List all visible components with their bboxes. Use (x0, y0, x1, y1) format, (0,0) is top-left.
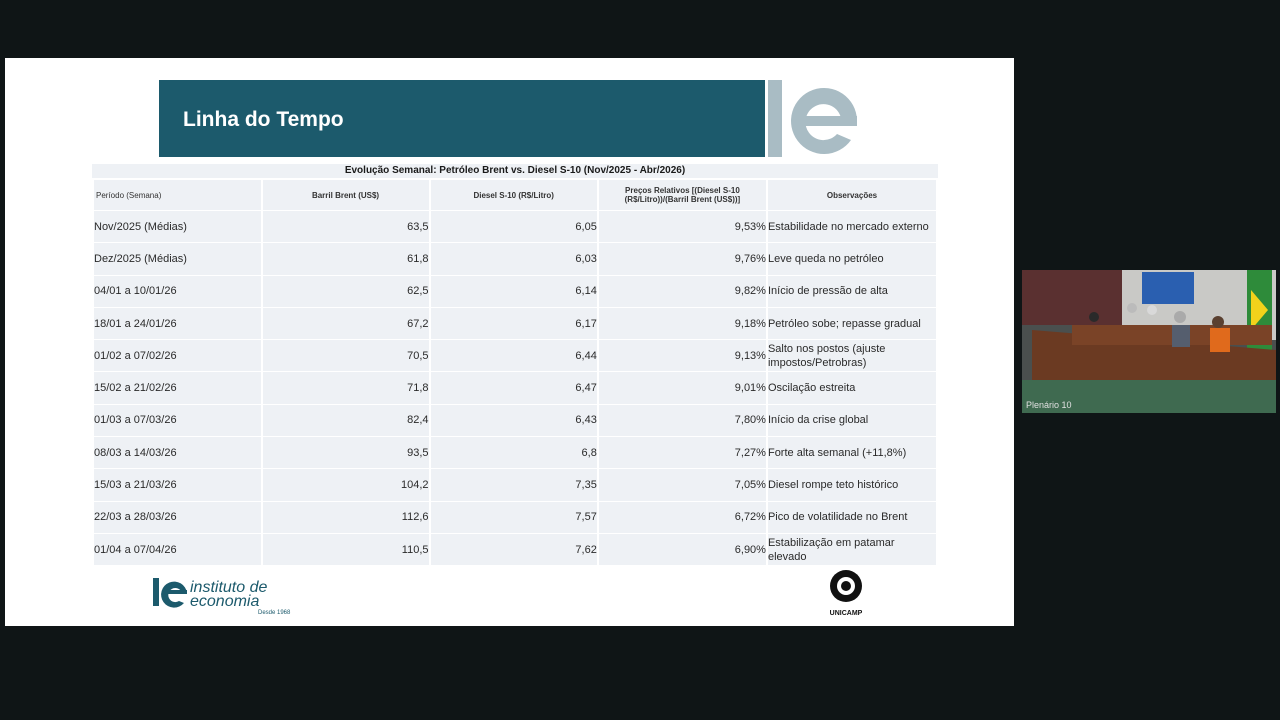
cell-periodo: Dez/2025 (Médias) (94, 243, 261, 274)
cell-diesel: 6,14 (431, 276, 597, 307)
cell-relativo: 9,76% (599, 243, 766, 274)
cell-observacao: Oscilação estreita (768, 372, 936, 403)
table-row (94, 437, 936, 468)
cell-periodo: 08/03 a 14/03/26 (94, 437, 261, 468)
cell-diesel: 6,43 (431, 405, 597, 436)
cell-diesel: 6,03 (431, 243, 597, 274)
cell-brent: 61,8 (263, 243, 429, 274)
instituto-economia-logo (153, 576, 293, 616)
table-row (94, 340, 936, 371)
header-observacoes: Observações (768, 180, 936, 210)
cell-brent: 104,2 (263, 469, 429, 500)
cell-periodo: 22/03 a 28/03/26 (94, 502, 261, 533)
cell-brent: 62,5 (263, 276, 429, 307)
table-title: Evolução Semanal: Petróleo Brent vs. Diesel S-10 (Nov/2025 - Abr/2026) (92, 164, 938, 178)
cell-periodo: 01/03 a 07/03/26 (94, 405, 261, 436)
cell-brent: 93,5 (263, 437, 429, 468)
cell-brent: 67,2 (263, 308, 429, 339)
table-row (94, 243, 936, 274)
cell-relativo: 9,18% (599, 308, 766, 339)
cell-relativo: 9,01% (599, 372, 766, 403)
cell-diesel: 7,57 (431, 502, 597, 533)
table-row (94, 534, 936, 565)
cell-relativo: 6,90% (599, 534, 766, 565)
unicamp-logo (823, 568, 869, 618)
cell-relativo: 7,05% (599, 469, 766, 500)
table-row (94, 372, 936, 403)
cell-observacao: Diesel rompe teto histórico (768, 469, 936, 500)
cell-diesel: 7,62 (431, 534, 597, 565)
cell-brent: 70,5 (263, 340, 429, 371)
table-header-row (94, 180, 936, 210)
cell-periodo: 04/01 a 10/01/26 (94, 276, 261, 307)
title-bar (159, 80, 765, 157)
cell-periodo: 18/01 a 24/01/26 (94, 308, 261, 339)
cell-periodo: Nov/2025 (Médias) (94, 211, 261, 242)
table-row (94, 502, 936, 533)
cell-observacao: Forte alta semanal (+11,8%) (768, 437, 936, 468)
cell-observacao: Estabilidade no mercado externo (768, 211, 936, 242)
cell-relativo: 6,72% (599, 502, 766, 533)
cell-diesel: 6,17 (431, 308, 597, 339)
cell-diesel: 7,35 (431, 469, 597, 500)
cell-relativo: 7,27% (599, 437, 766, 468)
video-label: Plenário 10 (1026, 400, 1072, 410)
cell-observacao: Início de pressão de alta (768, 276, 936, 307)
header-periodo: Período (Semana) (94, 180, 261, 210)
cell-periodo: 01/04 a 07/04/26 (94, 534, 261, 565)
slide-title: Linha do Tempo (183, 108, 344, 131)
price-table (92, 179, 938, 566)
table-row (94, 405, 936, 436)
video-feed[interactable] (1022, 270, 1276, 413)
logo-since: Desde 1968 (258, 610, 291, 616)
table-row (94, 276, 936, 307)
cell-observacao: Início da crise global (768, 405, 936, 436)
cell-brent: 71,8 (263, 372, 429, 403)
ie-logo-icon (765, 80, 865, 157)
video-scene (1022, 270, 1276, 413)
cell-diesel: 6,44 (431, 340, 597, 371)
cell-brent: 112,6 (263, 502, 429, 533)
presentation-slide (5, 58, 1014, 626)
unicamp-label: UNICAMP (829, 610, 863, 617)
header-relativo: Preços Relativos [(Diesel S-10 (R$/Litro))/(Barril Brent (US$))] (599, 180, 766, 210)
table-row (94, 211, 936, 242)
cell-brent: 82,4 (263, 405, 429, 436)
table-row (94, 308, 936, 339)
cell-diesel: 6,05 (431, 211, 597, 242)
cell-observacao: Estabilização em patamar elevado (768, 534, 936, 565)
header-brent: Barril Brent (US$) (263, 180, 429, 210)
cell-relativo: 9,13% (599, 340, 766, 371)
cell-brent: 63,5 (263, 211, 429, 242)
cell-observacao: Petróleo sobe; repasse gradual (768, 308, 936, 339)
cell-periodo: 15/02 a 21/02/26 (94, 372, 261, 403)
cell-observacao: Salto nos postos (ajuste impostos/Petrobras) (768, 340, 936, 371)
cell-periodo: 01/02 a 07/02/26 (94, 340, 261, 371)
cell-diesel: 6,8 (431, 437, 597, 468)
cell-relativo: 7,80% (599, 405, 766, 436)
cell-brent: 110,5 (263, 534, 429, 565)
header-diesel: Diesel S-10 (R$/Litro) (431, 180, 597, 210)
cell-periodo: 15/03 a 21/03/26 (94, 469, 261, 500)
cell-relativo: 9,82% (599, 276, 766, 307)
cell-relativo: 9,53% (599, 211, 766, 242)
logo-line1: instituto de (190, 579, 268, 596)
cell-observacao: Leve queda no petróleo (768, 243, 936, 274)
logo-line2: economia (190, 593, 260, 610)
cell-diesel: 6,47 (431, 372, 597, 403)
table-row (94, 469, 936, 500)
cell-observacao: Pico de volatilidade no Brent (768, 502, 936, 533)
